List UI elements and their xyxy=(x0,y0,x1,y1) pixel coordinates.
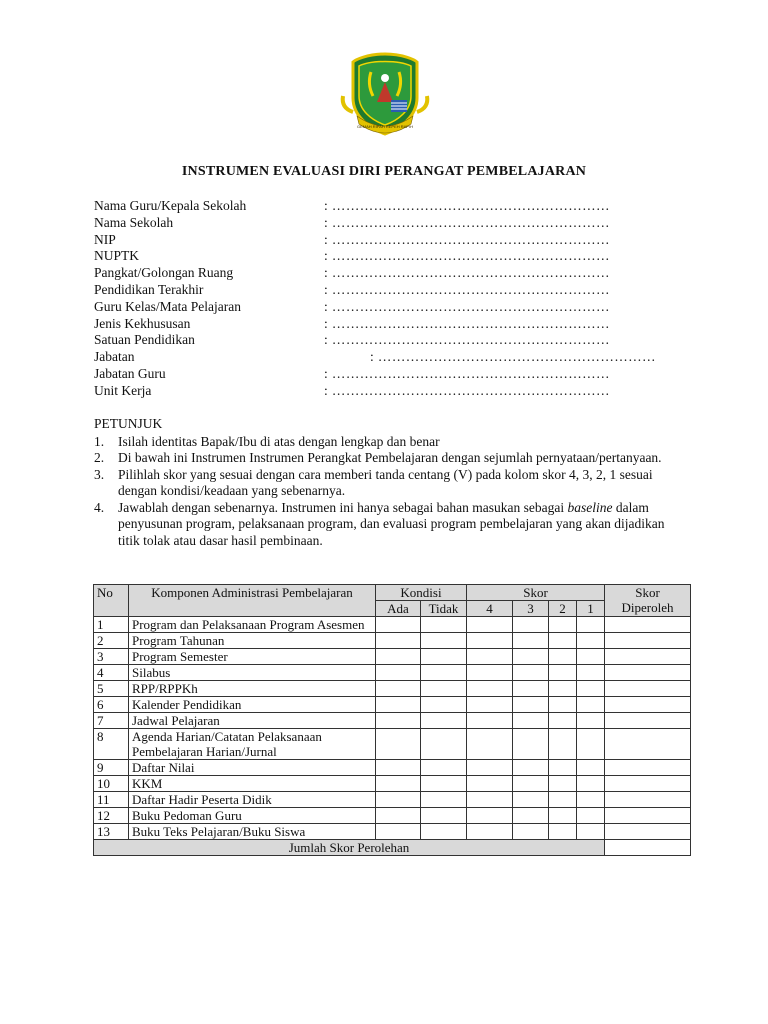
identity-row xyxy=(94,316,694,333)
cell-tidak[interactable] xyxy=(421,776,467,792)
field-blank: : …………………………………………………… xyxy=(324,298,610,314)
table-row xyxy=(94,617,691,633)
header-skor-diperoleh: Skor Diperoleh xyxy=(605,585,691,617)
cell-ada[interactable] xyxy=(376,697,421,713)
table-row xyxy=(94,729,691,760)
cell-skor-diperoleh[interactable] xyxy=(605,792,691,808)
cell-skor-3[interactable] xyxy=(513,713,549,729)
cell-skor-diperoleh[interactable] xyxy=(605,760,691,776)
identity-section xyxy=(94,198,694,400)
field-blank: : …………………………………………………… xyxy=(324,198,610,213)
identity-row xyxy=(94,282,694,299)
field-blank: : …………………………………………………… xyxy=(324,281,610,297)
cell-skor-4[interactable] xyxy=(467,808,513,824)
identity-row xyxy=(94,383,694,400)
row-number: 6 xyxy=(94,697,129,713)
cell-skor-3[interactable] xyxy=(513,792,549,808)
instruction-item xyxy=(94,434,674,451)
cell-tidak[interactable] xyxy=(421,729,467,760)
cell-skor-diperoleh[interactable] xyxy=(605,633,691,649)
cell-skor-2[interactable] xyxy=(549,808,577,824)
row-number: 9 xyxy=(94,760,129,776)
table-row xyxy=(94,697,691,713)
cell-skor-4[interactable] xyxy=(467,760,513,776)
instruction-number: 1. xyxy=(94,433,105,449)
row-number: 2 xyxy=(94,633,129,649)
header-skor-2: 2 xyxy=(549,601,577,617)
cell-skor-1[interactable] xyxy=(577,729,605,760)
instruction-text: dalam penyusunan program, pelaksanaan program, dan evaluasi program pembelajaran yang akan dijadikan titik tolak atau dasar hasil pembinaan. xyxy=(118,499,665,548)
row-item: Program dan Pelaksanaan Program Asesmen xyxy=(129,617,376,633)
cell-skor-3[interactable] xyxy=(513,681,549,697)
cell-tidak[interactable] xyxy=(421,681,467,697)
cell-tidak[interactable] xyxy=(421,617,467,633)
header-tidak: Tidak xyxy=(421,601,467,617)
table-row xyxy=(94,808,691,824)
cell-skor-3[interactable] xyxy=(513,776,549,792)
instruction-number: 3. xyxy=(94,466,105,482)
field-label: Nama Sekolah xyxy=(94,214,174,230)
cell-skor-4[interactable] xyxy=(467,713,513,729)
cell-ada[interactable] xyxy=(376,824,421,840)
row-number: 8 xyxy=(94,729,129,760)
cell-skor-1[interactable] xyxy=(577,792,605,808)
cell-skor-4[interactable] xyxy=(467,617,513,633)
cell-skor-4[interactable] xyxy=(467,792,513,808)
identity-row xyxy=(94,366,694,383)
header-no: No xyxy=(94,585,129,617)
cell-skor-diperoleh[interactable] xyxy=(605,808,691,824)
instructions-heading: PETUNJUK xyxy=(94,416,163,431)
header-skor-1: 1 xyxy=(577,601,605,617)
identity-row xyxy=(94,265,694,282)
cell-skor-diperoleh[interactable] xyxy=(605,776,691,792)
cell-skor-4[interactable] xyxy=(467,665,513,681)
row-number: 12 xyxy=(94,808,129,824)
cell-skor-3[interactable] xyxy=(513,633,549,649)
cell-skor-3[interactable] xyxy=(513,760,549,776)
row-number: 4 xyxy=(94,665,129,681)
field-blank: : …………………………………………………… xyxy=(324,214,610,230)
cell-skor-3[interactable] xyxy=(513,697,549,713)
cell-ada[interactable] xyxy=(376,649,421,665)
field-blank: : …………………………………………………… xyxy=(324,231,610,247)
field-label: Satuan Pendidikan xyxy=(94,332,195,348)
cell-skor-3[interactable] xyxy=(513,617,549,633)
instruction-text: Pilihlah skor yang sesuai dengan cara memberi tanda centang (V) pada kolom skor 4, 3, 2, 1 sesuai dengan kondisi/keadaan yang sebenarnya. xyxy=(118,466,653,498)
row-number: 10 xyxy=(94,776,129,792)
cell-skor-2[interactable] xyxy=(549,649,577,665)
instruction-number: 2. xyxy=(94,450,105,465)
field-blank: : …………………………………………………… xyxy=(324,315,610,331)
cell-skor-1[interactable] xyxy=(577,617,605,633)
table-row xyxy=(94,760,691,776)
row-item: Silabus xyxy=(129,665,376,681)
cell-skor-2[interactable] xyxy=(549,697,577,713)
instruction-number: 4. xyxy=(94,499,105,515)
cell-skor-diperoleh[interactable] xyxy=(605,697,691,713)
row-item: Jadwal Pelajaran xyxy=(129,713,376,729)
identity-row xyxy=(94,349,694,366)
row-item: Program Semester xyxy=(129,649,376,665)
cell-skor-2[interactable] xyxy=(549,617,577,633)
cell-skor-2[interactable] xyxy=(549,665,577,681)
west-java-emblem-logo xyxy=(337,50,433,140)
cell-skor-4[interactable] xyxy=(467,776,513,792)
cell-skor-2[interactable] xyxy=(549,729,577,760)
table-row xyxy=(94,713,691,729)
cell-tidak[interactable] xyxy=(421,633,467,649)
instruction-text: Jawablah dengan sebenarnya. Instrumen ini hanya sebagai bahan masukan sebagai xyxy=(118,499,568,515)
cell-skor-2[interactable] xyxy=(549,824,577,840)
cell-skor-1[interactable] xyxy=(577,713,605,729)
cell-skor-diperoleh[interactable] xyxy=(605,824,691,840)
cell-ada[interactable] xyxy=(376,792,421,808)
row-number: 1 xyxy=(94,617,129,633)
cell-skor-4[interactable] xyxy=(467,649,513,665)
instruction-italic-term: baseline xyxy=(567,499,613,515)
cell-tidak[interactable] xyxy=(421,697,467,713)
cell-skor-diperoleh[interactable] xyxy=(605,713,691,729)
cell-skor-diperoleh[interactable] xyxy=(605,681,691,697)
header-ada: Ada xyxy=(376,601,421,617)
cell-skor-4[interactable] xyxy=(467,681,513,697)
table-row xyxy=(94,665,691,681)
field-blank: : …………………………………………………… xyxy=(370,349,656,365)
table-row xyxy=(94,792,691,808)
cell-tidak[interactable] xyxy=(421,649,467,665)
cell-tidak[interactable] xyxy=(421,792,467,808)
cell-skor-2[interactable] xyxy=(549,760,577,776)
cell-ada[interactable] xyxy=(376,665,421,681)
identity-row xyxy=(94,332,694,349)
cell-skor-4[interactable] xyxy=(467,697,513,713)
evaluation-table xyxy=(93,584,691,856)
field-blank: : …………………………………………………… xyxy=(324,248,610,264)
instruction-text: Di bawah ini Instrumen Instrumen Perangkat Pembelajaran dengan sejumlah pernyataan/pertanyaan. xyxy=(118,450,662,465)
cell-ada[interactable] xyxy=(376,808,421,824)
cell-skor-diperoleh[interactable] xyxy=(605,729,691,760)
header-skor: Skor xyxy=(467,585,605,601)
cell-ada[interactable] xyxy=(376,617,421,633)
cell-skor-diperoleh[interactable] xyxy=(605,649,691,665)
cell-skor-4[interactable] xyxy=(467,729,513,760)
cell-ada[interactable] xyxy=(376,681,421,697)
table-row xyxy=(94,633,691,649)
row-item: Kalender Pendidikan xyxy=(129,697,376,713)
header-skor-4: 4 xyxy=(467,601,513,617)
instruction-item xyxy=(94,500,674,550)
field-label: Jabatan xyxy=(94,349,135,365)
total-value-cell[interactable] xyxy=(605,840,691,856)
cell-skor-1[interactable] xyxy=(577,760,605,776)
field-label: Pangkat/Golongan Ruang xyxy=(94,265,234,281)
field-label: Pendidikan Terakhir xyxy=(94,281,204,297)
cell-skor-1[interactable] xyxy=(577,681,605,697)
row-number: 5 xyxy=(94,681,129,697)
instructions-section xyxy=(94,416,674,549)
document-title: INSTRUMEN EVALUASI DIRI PERANGAT PEMBELAJARAN xyxy=(181,164,587,179)
row-item: RPP/RPPKh xyxy=(129,681,376,697)
cell-ada[interactable] xyxy=(376,760,421,776)
cell-skor-1[interactable] xyxy=(577,776,605,792)
cell-skor-2[interactable] xyxy=(549,792,577,808)
logo-motto-text: GEMAH RIPAH REPEH RAPIH xyxy=(357,124,413,129)
cell-tidak[interactable] xyxy=(421,808,467,824)
identity-row xyxy=(94,215,694,232)
cell-tidak[interactable] xyxy=(421,760,467,776)
cell-skor-1[interactable] xyxy=(577,665,605,681)
cell-skor-2[interactable] xyxy=(549,713,577,729)
total-label: Jumlah Skor Perolehan xyxy=(94,840,605,856)
cell-ada[interactable] xyxy=(376,713,421,729)
row-number: 11 xyxy=(94,792,129,808)
cell-skor-diperoleh[interactable] xyxy=(605,665,691,681)
cell-ada[interactable] xyxy=(376,729,421,760)
field-blank: : …………………………………………………… xyxy=(324,265,610,281)
field-blank: : …………………………………………………… xyxy=(324,332,610,348)
cell-tidak[interactable] xyxy=(421,713,467,729)
total-row xyxy=(94,840,691,856)
header-kondisi: Kondisi xyxy=(376,585,467,601)
row-item: Buku Teks Pelajaran/Buku Siswa xyxy=(129,824,376,840)
cell-skor-2[interactable] xyxy=(549,633,577,649)
field-label: Jabatan Guru xyxy=(94,365,166,381)
header-komponen: Komponen Administrasi Pembelajaran xyxy=(129,585,376,617)
cell-skor-1[interactable] xyxy=(577,649,605,665)
field-blank: : …………………………………………………… xyxy=(324,365,610,381)
cell-skor-4[interactable] xyxy=(467,633,513,649)
row-item: Program Tahunan xyxy=(129,633,376,649)
cell-ada[interactable] xyxy=(376,776,421,792)
cell-skor-2[interactable] xyxy=(549,681,577,697)
cell-skor-2[interactable] xyxy=(549,776,577,792)
table-row xyxy=(94,681,691,697)
identity-row xyxy=(94,299,694,316)
field-label: Nama Guru/Kepala Sekolah xyxy=(94,198,247,213)
table-row xyxy=(94,824,691,840)
cell-skor-1[interactable] xyxy=(577,633,605,649)
field-label: Unit Kerja xyxy=(94,382,152,398)
field-label: Guru Kelas/Mata Pelajaran xyxy=(94,298,241,314)
cell-ada[interactable] xyxy=(376,633,421,649)
identity-row xyxy=(94,248,694,265)
field-label: Jenis Kekhususan xyxy=(94,315,191,331)
cell-skor-1[interactable] xyxy=(577,697,605,713)
cell-skor-4[interactable] xyxy=(467,824,513,840)
row-number: 13 xyxy=(94,824,129,840)
instruction-item xyxy=(94,467,674,500)
cell-skor-1[interactable] xyxy=(577,824,605,840)
row-item: KKM xyxy=(129,776,376,792)
cell-skor-diperoleh[interactable] xyxy=(605,617,691,633)
row-item: Buku Pedoman Guru xyxy=(129,808,376,824)
table-row xyxy=(94,776,691,792)
field-label: NUPTK xyxy=(94,248,140,264)
cell-skor-3[interactable] xyxy=(513,665,549,681)
row-number: 7 xyxy=(94,713,129,729)
header-skor-3: 3 xyxy=(513,601,549,617)
cell-tidak[interactable] xyxy=(421,665,467,681)
row-item: Daftar Hadir Peserta Didik xyxy=(129,792,376,808)
row-item: Daftar Nilai xyxy=(129,760,376,776)
cell-skor-3[interactable] xyxy=(513,729,549,760)
field-label: NIP xyxy=(94,231,116,247)
identity-row xyxy=(94,232,694,249)
cell-skor-3[interactable] xyxy=(513,824,549,840)
identity-row xyxy=(94,198,694,215)
field-blank: : …………………………………………………… xyxy=(324,382,610,398)
cell-skor-3[interactable] xyxy=(513,808,549,824)
cell-tidak[interactable] xyxy=(421,824,467,840)
cell-skor-3[interactable] xyxy=(513,649,549,665)
instruction-text: Isilah identitas Bapak/Ibu di atas dengan lengkap dan benar xyxy=(118,433,440,449)
instruction-item xyxy=(94,450,674,467)
row-item: Agenda Harian/Catatan Pelaksanaan Pembelajaran Harian/Jurnal xyxy=(129,729,376,760)
cell-skor-1[interactable] xyxy=(577,808,605,824)
row-number: 3 xyxy=(94,649,129,665)
table-row xyxy=(94,649,691,665)
